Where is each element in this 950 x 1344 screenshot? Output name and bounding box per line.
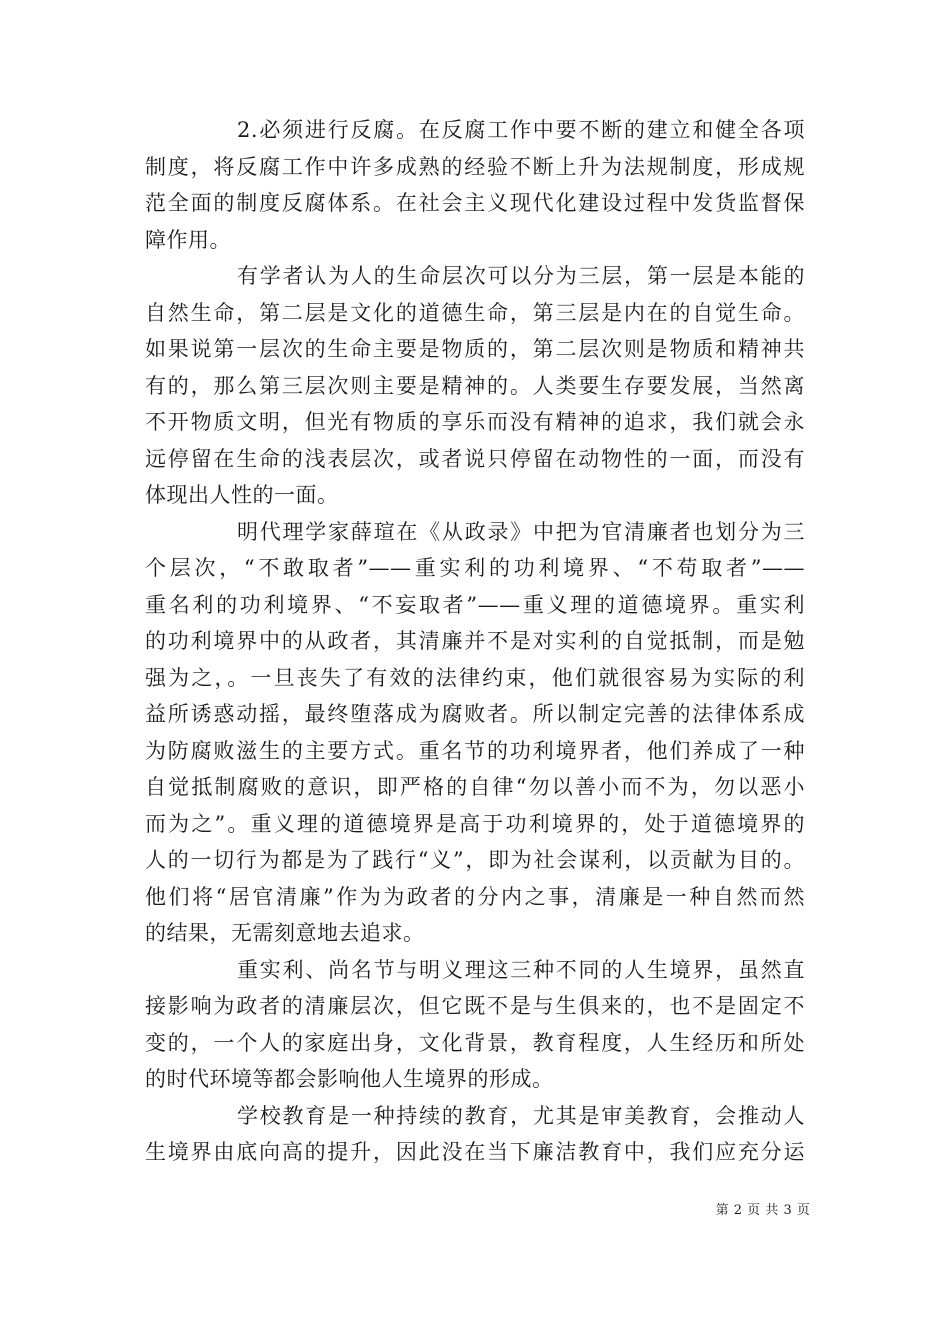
text-line: 的时代环境等都会影响他人生境界的形成。 [145,1067,554,1091]
page-footer [0,1202,950,1220]
text-line: 重名利的功利境界、“不妄取者”——重义理的道德境界。重实利 [145,592,805,617]
text-line: 益所诱惑动摇，最终堕落成为腐败者。所以制定完善的法律体系成 [145,702,805,726]
text-line: 体现出人性的一面。 [145,483,339,507]
text-line: 有学者认为人的生命层次可以分为三层，第一层是本能的 [237,264,805,288]
text-line: 人的一切行为都是为了践行“义”，即为社会谋利，以贡献为目的。 [145,848,805,872]
text-line: 制度，将反腐工作中许多成熟的经验不断上升为法规制度，形成规 [145,154,805,179]
paragraph-1 [145,112,805,258]
text-line: 生境界由底向高的提升，因此没在当下廉洁教育中，我们应充分运 [145,1140,805,1164]
paragraph-4 [145,952,805,1098]
text-line: 不开物质文明，但光有物质的享乐而没有精神的追求，我们就会永 [145,410,805,434]
text-line: 的结果，无需刻意地去追求。 [145,921,425,945]
text-line: 个层次，“不敢取者”——重实利的功利境界、“不苟取者”—— [145,556,805,580]
text-line: 自觉抵制腐败的意识，即严格的自律“勿以善小而不为，勿以恶小 [145,775,805,799]
paragraph-3 [145,514,805,952]
text-line: 如果说第一层次的生命主要是物质的，第二层次则是物质和精神共 [145,337,805,361]
text-line: 障作用。 [145,227,231,252]
text-line: 2.必须进行反腐。在反腐工作中要不断的建立和健全各项 [237,118,805,142]
text-line: 重实利、尚名节与明义理这三种不同的人生境界，虽然直 [237,957,805,982]
text-line: 接影响为政者的清廉层次，但它既不是与生俱来的，也不是固定不 [145,994,805,1018]
text-line: 为防腐败滋生的主要方式。重名节的功利境界者，他们养成了一种 [145,738,805,763]
text-line: 变的，一个人的家庭出身，文化背景，教育程度，人生经历和所处 [145,1030,805,1055]
text-line: 远停留在生命的浅表层次，或者说只停留在动物性的一面，而没有 [145,446,805,471]
paragraph-2 [145,258,805,514]
text-line: 明代理学家薛瑄在《从政录》中把为官清廉者也划分为三 [237,519,805,544]
text-line: 的功利境界中的从政者，其清廉并不是对实利的自觉抵制，而是勉 [145,629,805,653]
text-line: 有的，那么第三层次则主要是精神的。人类要生存要发展，当然离 [145,373,805,398]
text-line: 而为之”。重义理的道德境界是高于功利境界的，处于道德境界的 [145,811,805,836]
text-line: 学校教育是一种持续的教育，尤其是审美教育，会推动人 [237,1103,805,1128]
text-line: 他们将“居官清廉”作为为政者的分内之事，清廉是一种自然而然 [145,884,805,909]
text-line: 自然生命，第二层是文化的道德生命，第三层是内在的自觉生命。 [145,300,805,325]
text-line: 范全面的制度反腐体系。在社会主义现代化建设过程中发货监督保 [145,191,805,215]
text-line: 强为之，。一旦丧失了有效的法律约束，他们就很容易为实际的利 [145,665,805,690]
paragraph-5 [145,1098,805,1171]
page-number: 第 2 页 共 3 页 [715,1203,811,1218]
body-text [145,112,805,1171]
